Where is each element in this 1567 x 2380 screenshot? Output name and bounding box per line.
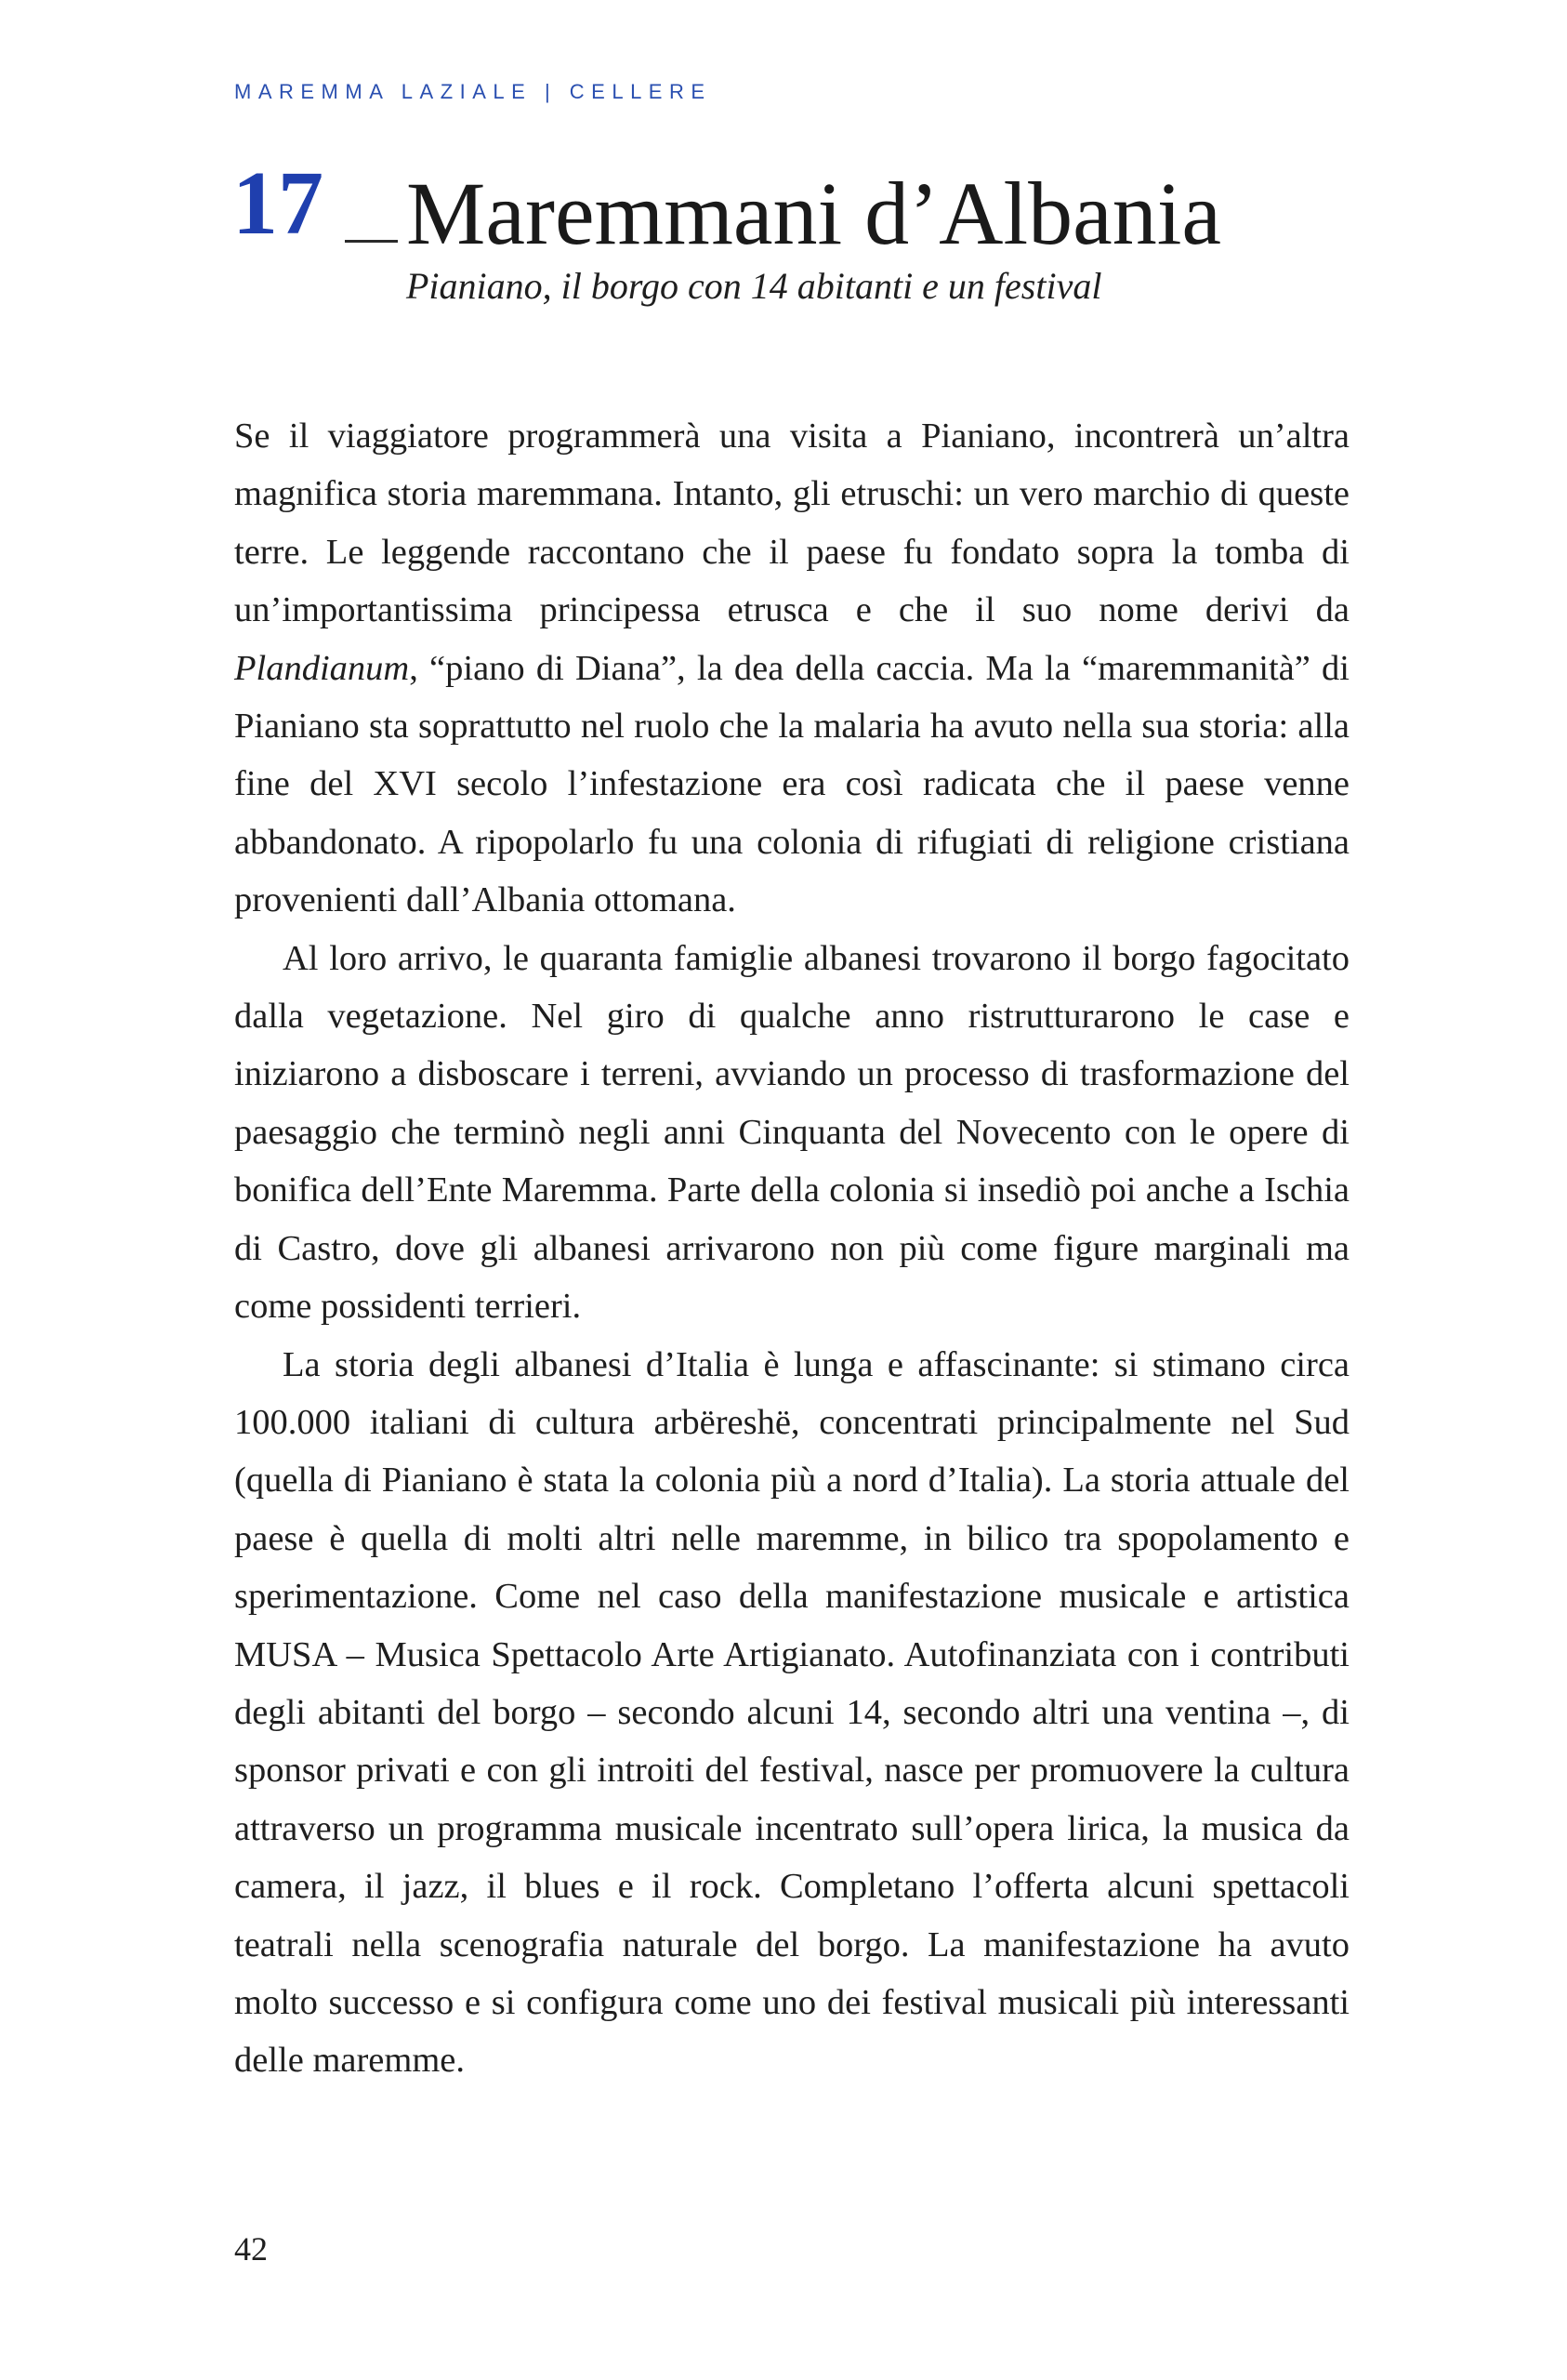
chapter-subtitle: Pianiano, il borgo con 14 abitanti e un festival	[406, 265, 1102, 307]
paragraph	[234, 407, 1350, 930]
chapter-title: Maremmani d’Albania	[406, 164, 1222, 263]
paragraph: La storia degli albanesi d’Italia è lunga e affascinante: si stimano circa 100.000 italiani di cultura arbëreshë, concentrati principalmente nel Sud (quella di Pianiano è stata la colonia più a nord d’Italia). La storia attuale del paese è quella di molti altri nelle maremme, in bilico tra spopolamento e sperimentazione. Come nel caso della manifestazione musicale e artistica MUSA – Musica Spettacolo Arte Artigianato. Autofinanziata con i contributi degli abitanti del borgo – secondo alcuni 14, secondo altri una ventina –, di sponsor privati e con gli introiti del festival, nasce per promuovere la cultura attraverso un programma musicale incentrato sull’opera lirica, la musica da camera, il jazz, il blues e il rock. Completano l’offerta alcuni spettacoli teatrali nella scenografia naturale del borgo. La manifestazione ha avuto molto successo e si configura come uno dei festival musicali più interessanti delle maremme.	[234, 1344, 1350, 2081]
chapter-number: 17	[232, 153, 323, 254]
page-number: 42	[234, 2230, 268, 2268]
latin-term: Plandianum	[234, 648, 410, 688]
title-rule	[345, 240, 398, 243]
paragraph-text: , “piano di Diana”, la dea della caccia. Ma la “maremmanità” di Pianiano sta soprattutto nel ruolo che la malaria ha avuto nella sua storia: alla fine del XVI secolo l’infestazione era così radicata che il paese venne abbandonato. A ripopolarlo fu una colonia di rifugiati di religione cristiana provenienti dall’Albania ottomana.	[234, 648, 1350, 920]
paragraph-text: Se il viaggiatore programmerà una visita a Pianiano, incontrerà un’altra magnifica storia maremmana. Intanto, gli etruschi: un vero marchio di queste terre. Le leggende raccontano che il paese fu fondato sopra la tomba di un’importantissima principessa etrusca e che il suo nome derivi da	[234, 416, 1350, 630]
body-text	[234, 407, 1350, 2090]
running-head: MAREMMA LAZIALE | CELLERE	[234, 80, 712, 103]
paragraph: Al loro arrivo, le quaranta famiglie albanesi trovarono il borgo fagocitato dalla vegetazione. Nel giro di qualche anno ristrutturarono le case e iniziarono a disboscare i terreni, avviando un processo di trasformazione del paesaggio che terminò negli anni Cinquanta del Novecento con le opere di bonifica dell’Ente Maremma. Parte della colonia si insediò poi anche a Ischia di Castro, dove gli albanesi arrivarono non più come figure marginali ma come possidenti terrieri.	[234, 938, 1350, 1327]
